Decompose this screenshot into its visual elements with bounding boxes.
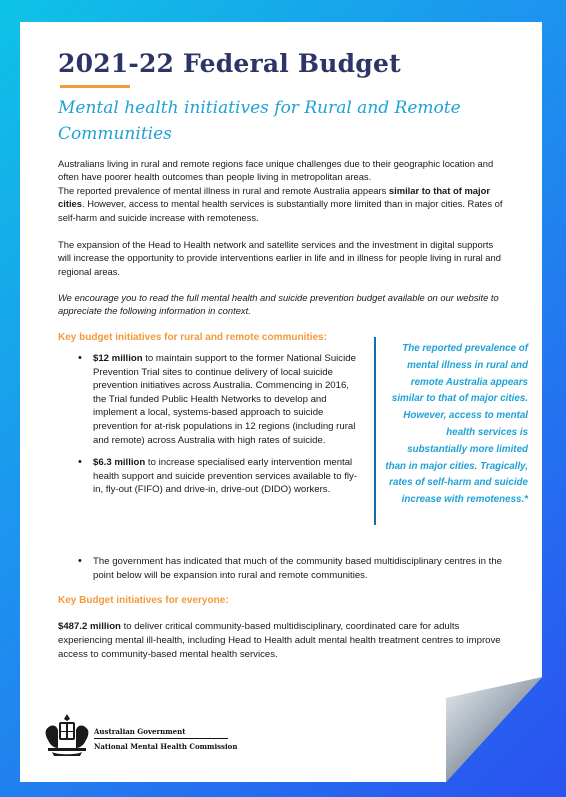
commonwealth-coat-of-arms-icon bbox=[42, 712, 92, 758]
item-text: to deliver critical community-based multidisciplinary, coordinated care for adults experiencing mental ill-health, including Head to Health adult mental health treatment centres to improve access to community-based mental health services. bbox=[58, 621, 501, 660]
rural-note-list bbox=[78, 555, 518, 582]
intro-paragraph-4: We encourage you to read the full mental health and suicide prevention budget available on our website to appreciate the following information in context. bbox=[58, 292, 499, 317]
intro-paragraph-2-emphasis: similar to that of major cities bbox=[58, 185, 490, 210]
government-name: Australian Government bbox=[94, 727, 186, 736]
department-name: National Mental Health Commission bbox=[94, 742, 238, 751]
logo-divider bbox=[94, 738, 228, 739]
pull-quote: The reported prevalence of mental illness in rural and remote Australia appears similar to that of major cities. However, access to mental health services is substantially more limited than in major cities. Tragically, rates of self-harm and suicide increase with remoteness.* bbox=[374, 337, 534, 525]
everyone-section-heading: Key Budget initiatives for everyone: bbox=[58, 595, 229, 606]
page-subtitle: Mental health initiatives for Rural and Remote Communities bbox=[58, 98, 461, 144]
item-amount: $12 million bbox=[93, 353, 143, 364]
item-amount: $487.2 million bbox=[58, 621, 121, 632]
list-item bbox=[78, 352, 358, 447]
rural-initiatives-list bbox=[78, 352, 358, 506]
intro-paragraph-2-text-end: . However, access to mental health services is substantially more limited than in major cities. Rates of self-harm and suicide increase with remoteness. bbox=[58, 198, 503, 223]
intro-paragraph-3: The expansion of the Head to Health network and satellite services and the investment in digital supports will increase the opportunity to provide interventions earlier in life and in illness for people living in rural and regional areas. bbox=[58, 239, 501, 277]
intro-paragraph-2-text: The reported prevalence of mental illness in rural and remote Australia appears bbox=[58, 185, 389, 196]
title-underline bbox=[60, 85, 130, 88]
intro-paragraph-1: Australians living in rural and remote regions face unique challenges due to their geographic location and often have poorer health outcomes than people living in metropolitan areas. bbox=[58, 158, 494, 183]
government-logo bbox=[42, 712, 238, 762]
list-item: • The government has indicated that much of the community based multidisciplinary centres in the point below will be expansion into rural and remote communities. bbox=[78, 555, 518, 582]
rural-section-heading: Key budget initiatives for rural and remote communities: bbox=[58, 332, 327, 343]
item-text: to maintain support to the former National Suicide Prevention Trial sites to continue delivery of local suicide prevention initiatives across Australia. Commencing in 2016, the Trial funded Public Health Networks to develop and implement a local, systems-based approach to suicide prevention for at-risk populations in 12 regions (including rural and remote) across Australia with high rates of suicide. bbox=[93, 353, 356, 446]
item-text: to increase specialised early intervention mental health support and suicide prevention services available to fly-in, fly-out (FIFO) and drive-in, drive-out (DIDO) workers. bbox=[93, 457, 357, 496]
item-amount: $6.3 million bbox=[93, 457, 146, 469]
everyone-initiative-paragraph bbox=[58, 620, 508, 662]
list-item bbox=[78, 456, 358, 497]
intro-paragraph-2 bbox=[58, 184, 508, 224]
page-title: 2021-22 Federal Budget bbox=[58, 49, 401, 78]
